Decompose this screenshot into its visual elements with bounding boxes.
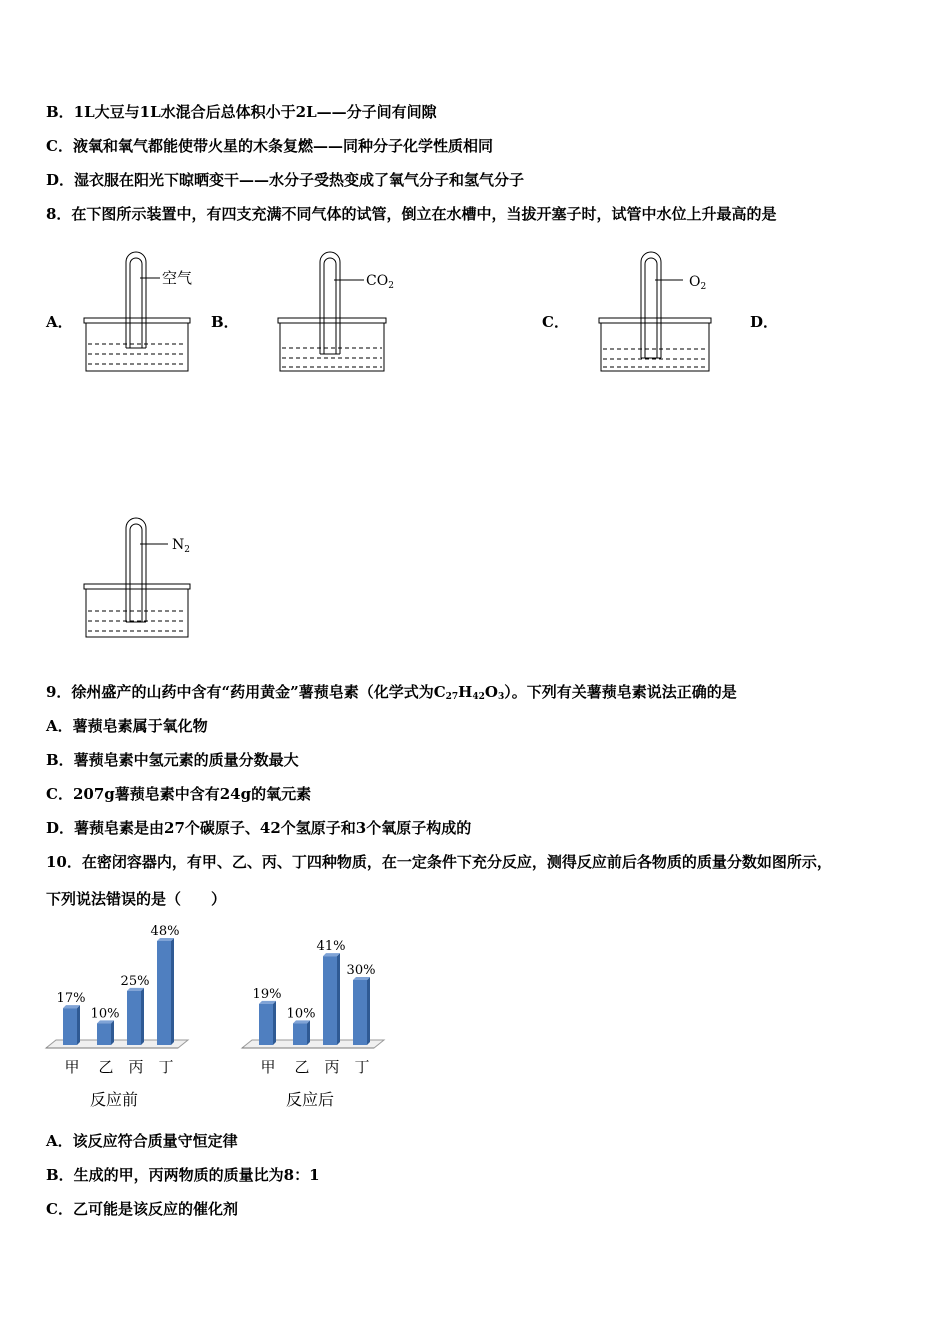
gas-c-formula: O <box>689 274 701 290</box>
bar-甲 <box>259 1001 276 1045</box>
q7-option-b: B．1L大豆与1L水混合后总体积小于2L——分子间有间隙 <box>46 103 437 121</box>
apparatus-b-figure <box>276 248 416 382</box>
q9-option-c: C．207g薯蓣皂素中含有24g的氧元素 <box>46 785 312 803</box>
gas-d-subscript: 2 <box>184 545 190 555</box>
category-label: 乙 <box>98 1058 114 1076</box>
q8-label-d: D． <box>750 313 779 331</box>
chart-title: 反应后 <box>285 1090 335 1109</box>
q9-option-a: A．薯蓣皂素属于氧化物 <box>46 717 208 735</box>
category-label: 丁 <box>354 1058 370 1076</box>
bar-丁 <box>353 977 370 1045</box>
gas-c-subscript: 2 <box>700 282 707 292</box>
q9-formula-sub-c: 27 <box>445 692 459 702</box>
bar-face <box>97 1023 111 1045</box>
q9-stem-end: ）。下列有关薯蓣皂素说法正确的是 <box>504 683 737 701</box>
bar-side <box>367 977 370 1045</box>
bar-value-label: 10% <box>286 1006 316 1022</box>
q10-option-c: C．乙可能是该反应的催化剂 <box>46 1200 238 1218</box>
category-label: 丙 <box>324 1058 340 1076</box>
bar-chart-after <box>236 920 396 1124</box>
bar-value-label: 30% <box>346 963 376 978</box>
q10-stem-line1: 10．在密闭容器内，有甲、乙、丙、丁四种物质，在一定条件下充分反应，测得反应前后各物质的质量分数如图所示， <box>46 853 832 871</box>
bar-丁 <box>157 938 174 1045</box>
q9-formula-sub-o: 3 <box>497 692 505 702</box>
bar-value-label: 48% <box>150 924 180 939</box>
q9-formula-h: H <box>458 683 473 701</box>
q10-option-b: B．生成的甲，丙两物质的质量比为8：1 <box>46 1166 320 1184</box>
gas-d-formula: N <box>172 537 185 553</box>
category-label: 乙 <box>294 1058 310 1076</box>
category-label: 丙 <box>128 1058 144 1076</box>
bar-value-label: 17% <box>56 991 86 1007</box>
bar-chart-before <box>40 920 200 1124</box>
bar-side <box>337 953 340 1045</box>
bar-乙 <box>97 1020 114 1045</box>
gas-b-label <box>366 273 394 291</box>
bar-side <box>273 1001 276 1045</box>
q9-formula-o: O <box>484 683 498 701</box>
apparatus-d-figure <box>82 512 212 646</box>
q7-option-c: C．液氧和氧气都能使带火星的木条复燃——同种分子化学性质相同 <box>46 137 493 155</box>
category-label: 丁 <box>158 1058 174 1076</box>
bar-丙 <box>127 988 144 1045</box>
category-label: 甲 <box>64 1058 80 1076</box>
apparatus-a-figure <box>82 248 212 382</box>
chart-title: 反应前 <box>89 1090 139 1109</box>
gas-b-formula: CO <box>366 273 389 289</box>
bar-face <box>157 941 171 1045</box>
bar-value-label: 25% <box>120 973 150 989</box>
q9-stem-text: 9．徐州盛产的山药中含有“药用黄金”薯蓣皂素（化学式为C <box>46 683 446 701</box>
bar-value-label: 41% <box>316 939 346 955</box>
bar-side <box>307 1020 310 1045</box>
bar-side <box>171 938 174 1045</box>
gas-a-label: 空气 <box>162 269 193 287</box>
q9-stem <box>46 682 737 707</box>
bar-face <box>293 1023 307 1045</box>
q8-label-c: C． <box>542 313 569 331</box>
bar-face <box>259 1004 273 1045</box>
gas-d-label <box>172 537 190 555</box>
q8-label-a: A． <box>46 313 73 331</box>
category-label: 甲 <box>260 1058 276 1076</box>
bar-side <box>77 1005 80 1045</box>
gas-c-label <box>689 274 706 292</box>
q8-label-b: B． <box>211 313 239 331</box>
bar-face <box>63 1008 77 1045</box>
bar-side <box>141 988 144 1045</box>
bar-value-label: 10% <box>90 1006 120 1022</box>
q10-stem-line2: 下列说法错误的是（ ） <box>46 890 227 908</box>
gas-b-subscript: 2 <box>388 281 394 291</box>
bar-face <box>127 991 141 1045</box>
bar-face <box>353 980 367 1045</box>
bar-side <box>111 1020 114 1045</box>
q10-option-a: A．该反应符合质量守恒定律 <box>46 1132 238 1150</box>
q7-option-d: D．湿衣服在阳光下晾晒变干——水分子受热变成了氧气分子和氢气分子 <box>46 171 525 189</box>
q9-option-d: D．薯蓣皂素是由27个碳原子、42个氢原子和3个氧原子构成的 <box>46 819 472 837</box>
bar-甲 <box>63 1005 80 1045</box>
q8-stem: 8．在下图所示装置中，有四支充满不同气体的试管，倒立在水槽中，当拔开塞子时，试管中水位上升最高的是 <box>46 205 777 223</box>
q9-formula-sub-h: 42 <box>472 692 485 702</box>
bar-face <box>323 956 337 1045</box>
bar-丙 <box>323 953 340 1045</box>
apparatus-c-figure <box>597 248 727 382</box>
bar-乙 <box>293 1020 310 1045</box>
q9-option-b: B．薯蓣皂素中氢元素的质量分数最大 <box>46 751 299 769</box>
bar-value-label: 19% <box>252 986 282 1002</box>
